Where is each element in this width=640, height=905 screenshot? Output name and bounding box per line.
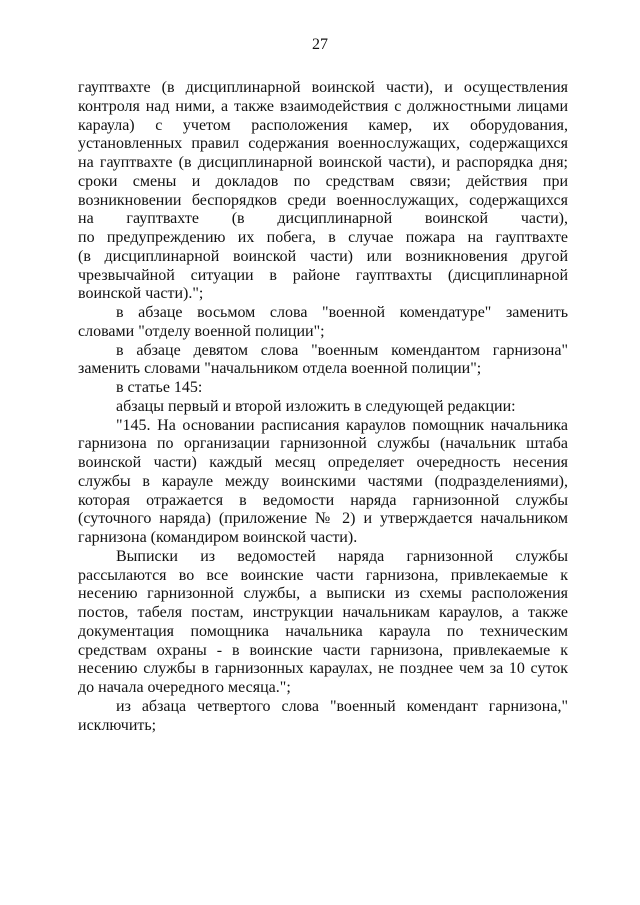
text-line: на гауптвахте (в дисциплинарной воинской части), и распорядка дня; xyxy=(78,154,568,171)
text-line: гарнизона (командиром воинской части). xyxy=(78,529,358,546)
text-line: из абзаца четвертого слова "военный комендант гарнизона," xyxy=(116,697,568,715)
text-line: абзацы первый и второй изложить в следующей редакции: xyxy=(116,397,516,415)
text-line: несению гарнизонной службы, а выписки из схемы расположения xyxy=(78,585,568,603)
text-line: (в дисциплинарной воинской части) или возникновения другой xyxy=(78,247,568,265)
text-line: Выписки из ведомостей наряда гарнизонной службы xyxy=(116,547,568,565)
text-line: в абзаце восьмом слова "военной комендатуре" заменить xyxy=(116,304,568,321)
text-line: сроки смены и докладов по средствам связи; действия при xyxy=(78,172,568,190)
text-line: словами "отделу военной полиции"; xyxy=(78,322,325,340)
text-line: в абзаце девятом слова "военным комендантом гарнизона" xyxy=(116,341,568,359)
text-line: средствам охраны - в воинские части гарнизона, привлекаемые к xyxy=(78,641,568,659)
text-line: на гауптвахте (в дисциплинарной воинской части), xyxy=(78,210,568,228)
text-line: рассылаются во все воинские части гарнизона, привлекаемые к xyxy=(78,566,568,584)
text-line: гарнизона по организации гарнизонной службы (начальник штаба xyxy=(78,435,568,453)
text-line: постов, табеля постам, инструкции начальникам караулов, а также xyxy=(78,604,568,621)
text-line: возникновении беспорядков среди военнослужащих, содержащихся xyxy=(78,191,568,209)
text-line: установленных правил содержания военнослужащих, содержащихся xyxy=(78,135,568,153)
text-line: гауптвахте (в дисциплинарной воинской части), и осуществления xyxy=(78,79,568,96)
text-line: чрезвычайной ситуации в районе гауптвахты (дисциплинарной xyxy=(78,266,568,284)
text-line: караула) с учетом расположения камер, их оборудования, xyxy=(78,116,568,134)
text-line: воинской части)."; xyxy=(78,285,204,303)
text-line: по предупреждению их побега, в случае пожара на гауптвахте xyxy=(78,229,568,246)
page-number: 27 xyxy=(312,36,328,53)
text-line: до начала очередного месяца."; xyxy=(78,679,291,696)
text-line: исключить; xyxy=(78,716,157,734)
text-line: (суточного наряда) (приложение № 2) и утверждается начальником xyxy=(78,510,568,528)
text-line: службы в карауле между воинскими частями (подразделениями), xyxy=(78,472,568,490)
text-line: заменить словами "начальником отдела военной полиции"; xyxy=(78,360,482,378)
text-line: воинской части) каждый месяц определяет очередность несения xyxy=(78,454,568,471)
text-line: в статье 145: xyxy=(116,379,203,396)
text-line: "145. На основании расписания караулов помощник начальника xyxy=(116,416,568,434)
text-line: контроля над ними, а также взаимодействия с должностными лицами xyxy=(78,97,568,115)
text-line: документация помощника начальника караула по техническим xyxy=(78,622,568,640)
text-line: которая отражается в ведомости наряда гарнизонной службы xyxy=(78,491,568,509)
text-line: несению службы в гарнизонных караулах, не позднее чем за 10 суток xyxy=(78,660,568,678)
